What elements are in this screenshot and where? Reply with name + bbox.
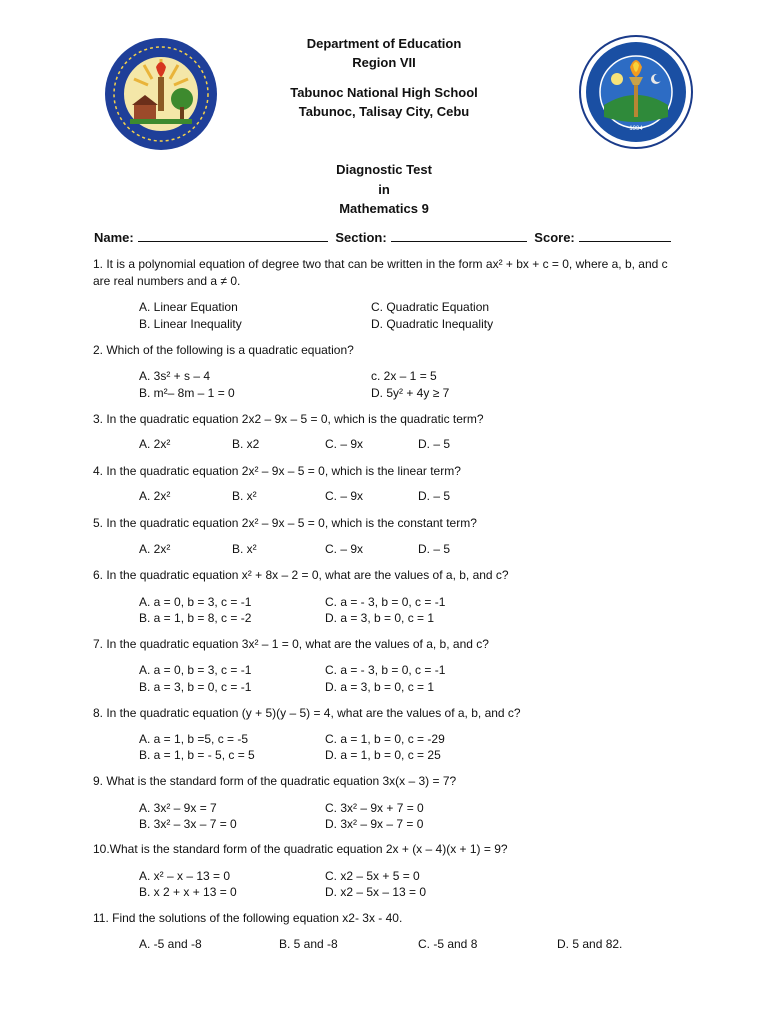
option[interactable]: B. x² — [232, 542, 257, 556]
score-label: Score: — [534, 230, 575, 245]
option[interactable]: D. a = 3, b = 0, c = 1 — [325, 680, 435, 694]
title-line-1: Diagnostic Test — [336, 162, 432, 177]
option[interactable]: A. a = 0, b = 3, c = -1 — [139, 663, 252, 677]
option[interactable]: A. a = 1, b =5, c = -5 — [139, 732, 249, 746]
option[interactable]: B. 5 and -8 — [279, 937, 338, 951]
question-4: 4. In the quadratic equation 2x² – 9x – 5 = 0, which is the linear term? — [93, 464, 461, 478]
option[interactable]: A. 2x² — [139, 489, 171, 503]
question-11: 11. Find the solutions of the following equation x2- 3x - 40. — [93, 911, 403, 925]
option[interactable]: D. – 5 — [418, 437, 451, 451]
question-7: 7. In the quadratic equation 3x² – 1 = 0, what are the values of a, b, and c? — [93, 637, 489, 651]
option[interactable]: C. Quadratic Equation — [371, 300, 490, 314]
seal-year: 1994 — [629, 126, 643, 132]
option[interactable]: B. Linear Inequality — [139, 317, 242, 331]
letterhead — [200, 34, 568, 121]
question-10: 10.What is the standard form of the quadratic equation 2x + (x – 4)(x + 1) = 9? — [93, 842, 508, 856]
school-address: Tabunoc, Talisay City, Cebu — [298, 104, 470, 119]
option[interactable]: D. Quadratic Inequality — [371, 317, 494, 331]
question-1: 1. It is a polynomial equation of degree two that can be written in the form ax² + bx + c = 0, where a, b, and c are real numbers and a ≠ 0. — [93, 257, 668, 288]
option[interactable]: D. a = 3, b = 0, c = 1 — [325, 611, 435, 625]
section-label: Section: — [335, 230, 387, 245]
question-8: 8. In the quadratic equation (y + 5)(y – 5) = 4, what are the values of a, b, and c? — [93, 706, 521, 720]
option[interactable]: C. – 9x — [325, 542, 364, 556]
option[interactable]: D. x2 – 5x – 13 = 0 — [325, 885, 427, 899]
option[interactable]: C. a = - 3, b = 0, c = -1 — [325, 595, 446, 609]
question-2: 2. Which of the following is a quadratic equation? — [93, 343, 354, 357]
option[interactable]: B. 3x² – 3x – 7 = 0 — [139, 817, 237, 831]
option[interactable]: B. m²– 8m – 1 = 0 — [139, 386, 235, 400]
student-info-line — [94, 229, 675, 245]
option[interactable]: B. a = 3, b = 0, c = -1 — [139, 680, 252, 694]
option[interactable]: A. 2x² — [139, 437, 171, 451]
option[interactable]: B. a = 1, b = 8, c = -2 — [139, 611, 252, 625]
option[interactable]: B. x 2 + x + 13 = 0 — [139, 885, 237, 899]
option[interactable]: C. a = - 3, b = 0, c = -1 — [325, 663, 446, 677]
region-name: Region VII — [352, 55, 416, 70]
option[interactable]: D. – 5 — [418, 542, 451, 556]
dept-name: Department of Education — [306, 36, 462, 51]
option[interactable]: C. – 9x — [325, 489, 364, 503]
option[interactable]: A. Linear Equation — [139, 300, 238, 314]
option[interactable]: B. a = 1, b = - 5, c = 5 — [139, 748, 255, 762]
title-line-2: in — [378, 181, 390, 197]
option[interactable]: A. -5 and -8 — [139, 937, 202, 951]
option[interactable]: D. a = 1, b = 0, c = 25 — [325, 748, 441, 762]
option[interactable]: A. 2x² — [139, 542, 171, 556]
option[interactable]: A. 3s² + s – 4 — [139, 369, 211, 383]
score-blank[interactable] — [579, 229, 671, 242]
option[interactable]: A. 3x² – 9x = 7 — [139, 801, 217, 815]
test-title — [200, 160, 568, 219]
option[interactable]: B. x² — [232, 489, 257, 503]
option[interactable]: C. -5 and 8 — [418, 937, 478, 951]
title-line-3: Mathematics 9 — [339, 201, 429, 216]
section-blank[interactable] — [391, 229, 527, 242]
name-blank[interactable] — [138, 229, 328, 242]
option[interactable]: A. a = 0, b = 3, c = -1 — [139, 595, 252, 609]
option[interactable]: C. a = 1, b = 0, c = -29 — [325, 732, 445, 746]
question-3: 3. In the quadratic equation 2x2 – 9x – 5 = 0, which is the quadratic term? — [93, 412, 484, 426]
question-9: 9. What is the standard form of the quadratic equation 3x(x – 3) = 7? — [93, 774, 457, 788]
option[interactable]: D. – 5 — [418, 489, 451, 503]
name-label: Name: — [94, 230, 134, 245]
question-5: 5. In the quadratic equation 2x² – 9x – 5 = 0, which is the constant term? — [93, 516, 477, 530]
option[interactable]: C. 3x² – 9x + 7 = 0 — [325, 801, 424, 815]
option[interactable]: c. 2x – 1 = 5 — [371, 369, 437, 383]
question-6: 6. In the quadratic equation x² + 8x – 2 = 0, what are the values of a, b, and c? — [93, 568, 509, 582]
option[interactable]: C. x2 – 5x + 5 = 0 — [325, 869, 420, 883]
option[interactable]: A. x² – x – 13 = 0 — [139, 869, 231, 883]
option[interactable]: D. 3x² – 9x – 7 = 0 — [325, 817, 424, 831]
school-seal-icon — [579, 35, 693, 149]
option[interactable]: C. – 9x — [325, 437, 364, 451]
option[interactable]: D. 5y² + 4y ≥ 7 — [371, 386, 450, 400]
option[interactable]: D. 5 and 82. — [557, 937, 623, 951]
option[interactable]: B. x2 — [232, 437, 260, 451]
school-name: Tabunoc National High School — [290, 85, 478, 100]
